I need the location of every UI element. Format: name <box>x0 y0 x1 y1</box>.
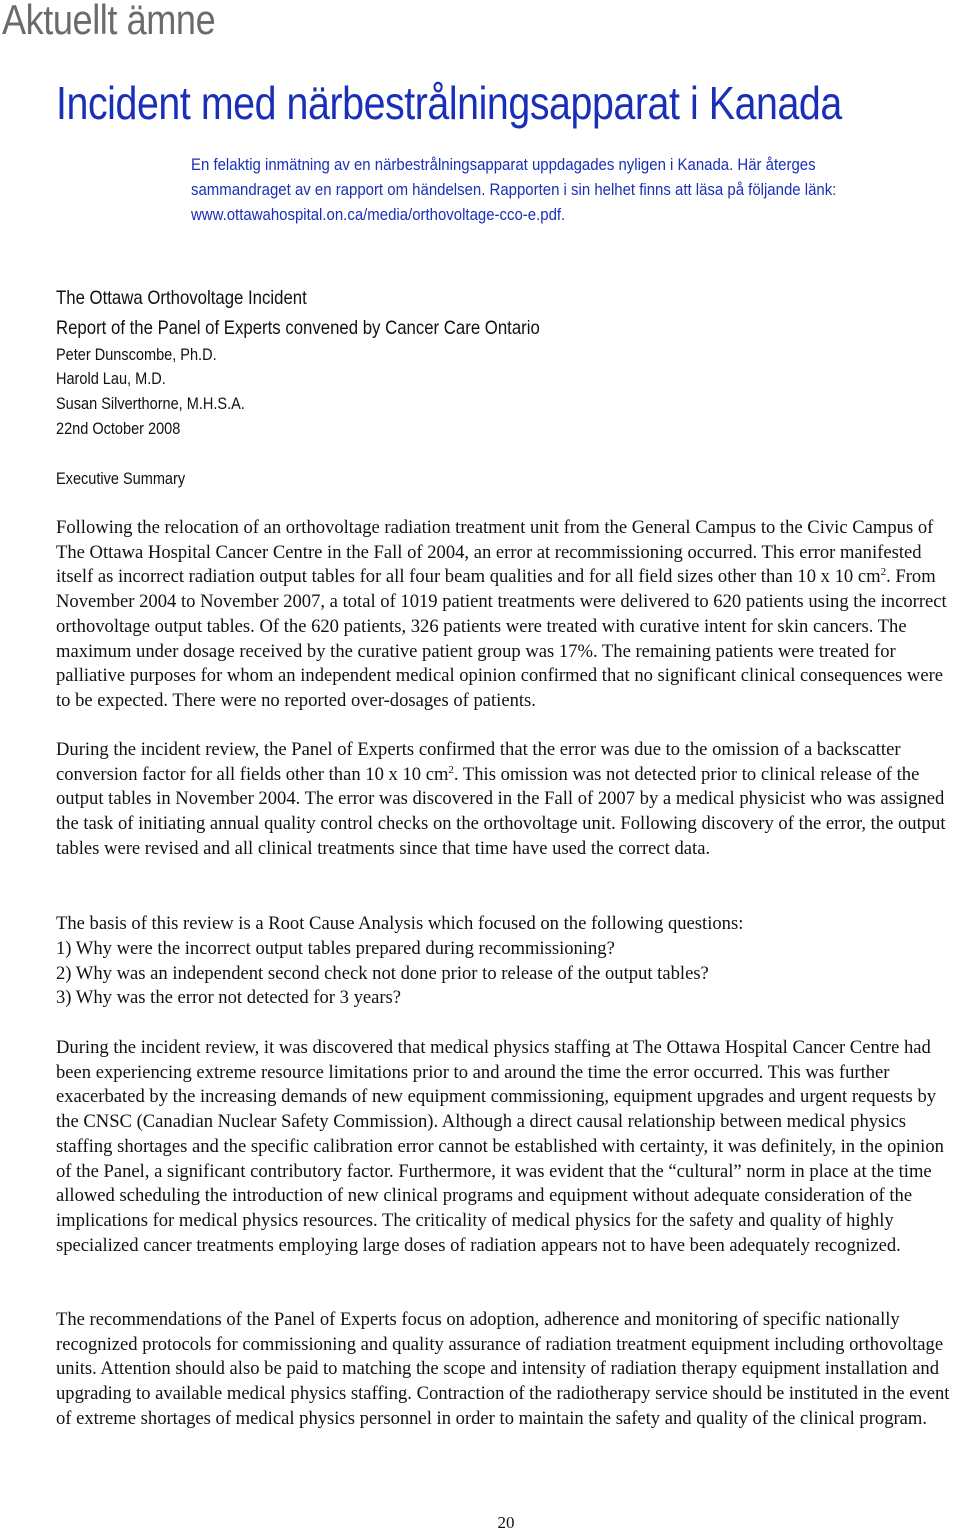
section-heading-executive-summary: Executive Summary <box>56 470 186 488</box>
intro-line-1: En felaktig inmätning av en närbestrålningsapparat uppdagades nyligen i Kanada. Här återges <box>191 155 816 174</box>
report-title: The Ottawa Orthovoltage Incident <box>56 287 307 309</box>
author-2: Harold Lau, M.D. <box>56 370 166 388</box>
author-3: Susan Silverthorne, M.H.S.A. <box>56 395 245 413</box>
summary-paragraph-5: The recommendations of the Panel of Experts focus on adoption, adherence and monitoring of specific nationally recognized protocols for commissioning and quality assurance of radiation treatment equipment including orthovoltage units. Attention should also be paid to matching the scope and intensity of radiation therapy equipment installation and upgrading to available medical physics staffing. Contraction of the radiotherapy service should be instituted in the event of extreme shortages of medical physics personnel in order to maintain the safety and quality of the clinical program. <box>56 1309 950 1429</box>
report-link[interactable]: www.ottawahospital.on.ca/media/orthovoltage-cco-e.pdf. <box>191 205 566 224</box>
list-item: 1) Why were the incorrect output tables prepared during recommissioning? <box>56 938 615 959</box>
report-subtitle: Report of the Panel of Experts convened by Cancer Care Ontario <box>56 317 540 339</box>
section-label: Aktuellt ämne <box>2 0 216 43</box>
summary-paragraph-2: During the incident review, the Panel of Experts confirmed that the error was due to the omission of a backscatter conversion factor for all fields other than 10 x 10 $cm^2$. This omission was not detected prior to clinical release of the output tables in November 2004. The error was discovered in the Fall of 2007 by a medical physicist who was assigned the task of initiating annual quality control checks on the orthovoltage unit. Following discovery of the error, the output tables were revised and all clinical treatments since that time have used the correct data. <box>56 739 946 859</box>
page-number: 20 <box>497 1513 515 1532</box>
article-headline: Incident med närbestrålningsapparat i Kanada <box>56 77 842 129</box>
list-item: 2) Why was an independent second check not done prior to release of the output tables? <box>56 962 709 984</box>
summary-paragraph-1: Following the relocation of an orthovoltage radiation treatment unit from the General Campus to the Civic Campus of The Ottawa Hospital Cancer Centre in the Fall of 2004, an error at recommissioning occurred. This error manifested itself as incorrect radiation output tables for all four beam qualities and for all field sizes other than 10 x 10 $cm^2$. From November 2004 to November 2007, a total of 1019 patient treatments were delivered to 620 patients using the incorrect orthovoltage output tables. Of the 620 patients, 326 patients were treated with curative intent for skin cancers. The maximum under dosage received by the curative patient group was 17%. The remaining patients were treated for palliative purposes for whom an independent medical opinion confirmed that no significant clinical consequences were to be expected. There were no reported over-dosages of patients. <box>56 517 947 712</box>
list-item: 3) Why was the error not detected for 3 years? <box>56 987 402 1009</box>
questions-list <box>56 937 709 1011</box>
report-date: 22nd October 2008 <box>56 420 181 438</box>
root-cause-intro: The basis of this review is a Root Cause Analysis which focused on the following questions: <box>56 913 744 934</box>
intro-line-2: sammandraget av en rapport om händelsen. Rapporten i sin helhet finns att läsa på följande länk: <box>191 180 837 199</box>
summary-paragraph-4: During the incident review, it was discovered that medical physics staffing at The Ottawa Hospital Cancer Centre had been experiencing extreme resource limitations prior to and around the time the error occurred. This was further exacerbated by the increasing demands of new equipment commissioning, equipment upgrades and urgent requests by the CNSC (Canadian Nuclear Safety Commission). Although a direct causal relationship between medical physics staffing shortages and the specific calibration error cannot be established with certainty, it was definitely, in the opinion of the Panel, a significant contributory factor. Furthermore, it was evident that the “cultural” norm in place at the time allowed scheduling the introduction of new clinical programs and equipment without adequate consideration of the implications for medical physics resources. The criticality of medical physics for the safety and quality of highly specialized cancer treatments employing large doses of radiation appears not to have been adequately recognized. <box>56 1037 944 1256</box>
author-1: Peter Dunscombe, Ph.D. <box>56 346 217 364</box>
